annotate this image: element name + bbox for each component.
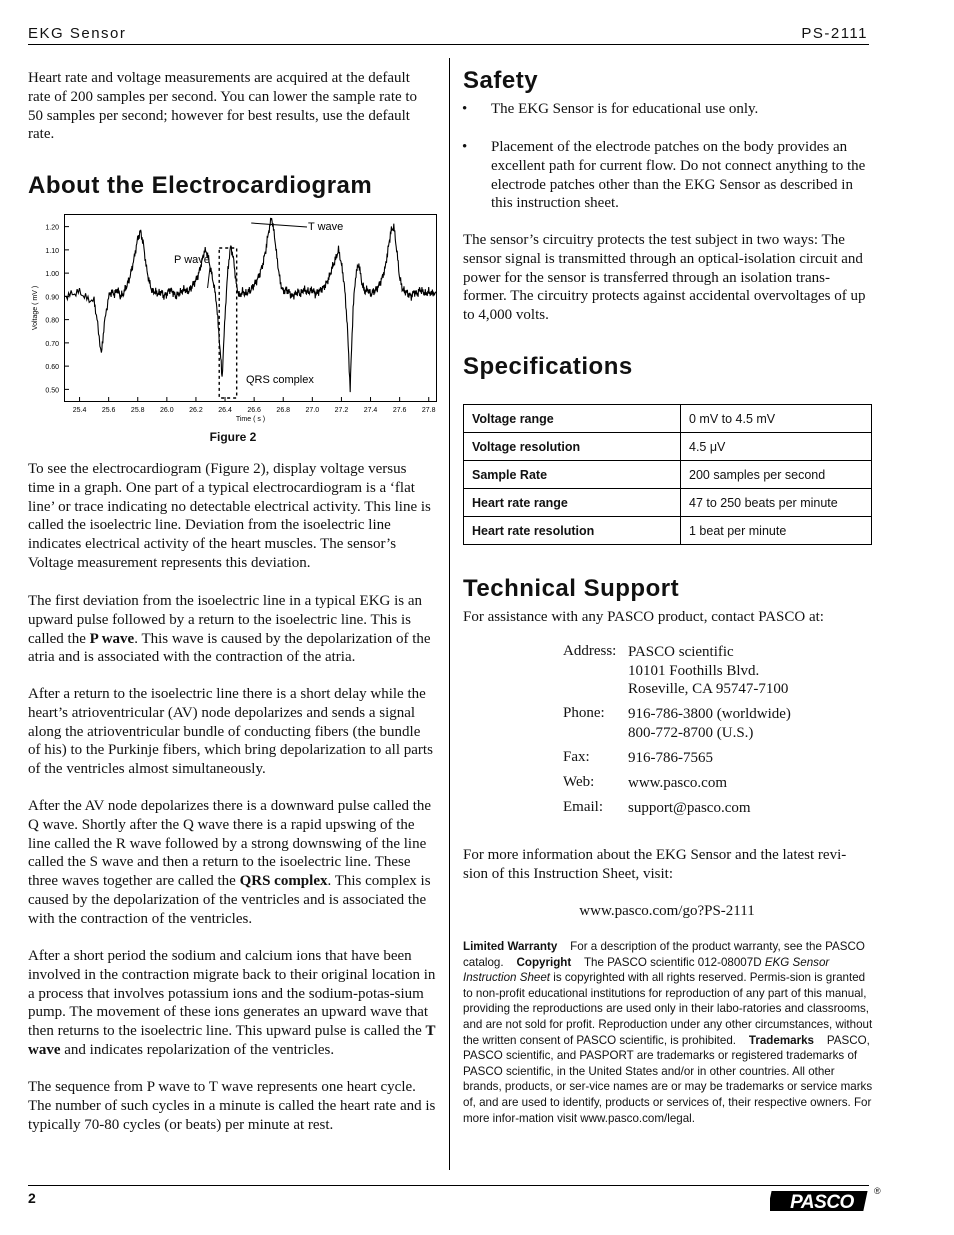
paragraph-qrs (28, 797, 436, 929)
warranty-title: Limited Warranty (463, 940, 558, 953)
figure-caption: Figure 2 (209, 430, 257, 444)
email-label: Email: (563, 799, 603, 815)
y-tick-label: 0.50 (45, 387, 59, 395)
email-link[interactable]: support@pasco.com (628, 800, 751, 816)
annotation-t-wave: T wave (308, 221, 344, 233)
intro-paragraph: Heart rate and voltage measurements are acquired at the default rate of 200 samples per second. You can lower the sample rate to 50 samples per second; however for best results, use the default rate. (28, 70, 418, 143)
address-label: Address: (563, 643, 617, 659)
term-t-wave: T wave (28, 1023, 436, 1058)
x-tick-label: 26.6 (247, 407, 261, 414)
legal-notice (463, 939, 873, 1126)
spec-label: Voltage range (464, 405, 681, 433)
phone-line: 800-772-8700 (U.S.) (628, 724, 754, 741)
y-tick-label: 1.10 (45, 247, 59, 255)
warranty-text: For a description of the product warranty, see the PASCO catalog. (463, 940, 865, 969)
x-axis-label: Time ( s ) (235, 416, 266, 423)
text-run: . This complex is caused by the depolarization of the ventricles and is associated the with the contraction of the ventricles. (28, 873, 431, 927)
text-run: The first deviation from the isoelectric line in a typical EKG is an upward pulse followed by a return to the isoelectric line. This is called the (28, 593, 423, 647)
x-tick-label: 25.6 (101, 407, 116, 414)
bullet-text: The EKG Sensor is for educational use only. (491, 101, 759, 117)
logo-text: PASCO (790, 1192, 854, 1213)
address-line: PASCO scientific (628, 644, 734, 660)
term-qrs-complex: QRS complex (239, 873, 328, 890)
annotation-qrs-complex: QRS complex (246, 374, 314, 386)
y-tick-label: 1.20 (45, 224, 59, 232)
table-row (464, 461, 872, 489)
pasco-logo (770, 1189, 870, 1219)
x-tick-label: 26.0 (160, 407, 174, 414)
safety-bullet-1 (462, 100, 867, 120)
x-tick-label: 27.0 (305, 407, 320, 414)
x-tick-label: 27.6 (392, 407, 407, 414)
manual-title: EKG Sensor Instruction Sheet (463, 955, 830, 985)
phone-value (628, 705, 791, 742)
phone-line: 916-786-3800 (worldwide) (628, 706, 791, 722)
text-run: After the AV node depolarizes there is a downward pulse called the Q wave. Shortly after the Q wave there is a rapid upswing of the line called the R wave followed by a strong downswing of the line called the S wave and then a return to the isoelectric line. These three waves together are called the (28, 798, 432, 890)
copyright-text: is copyrighted with all rights reserved. Permis-sion is granted to non-profit educational institutions for reproduction of any part of this manual, providing the reproductions are used only in their labo-ratories and classrooms, and are not sold for profit. Reproduction under any other circumstances, without the written consent of PASCO scientific, is prohibited. (463, 971, 873, 1047)
x-tick-label: 25.4 (72, 407, 87, 414)
annotation-leader (251, 223, 307, 227)
spec-label: Heart rate range (464, 489, 681, 517)
table-row (464, 489, 872, 517)
spec-label: Heart rate resolution (464, 517, 681, 545)
spec-value: 0 mV to 4.5 mV (681, 405, 872, 433)
ekg-chart (32, 214, 437, 423)
paragraph-p-wave (28, 592, 436, 667)
spec-label: Voltage resolution (464, 433, 681, 461)
x-tick-label: 27.4 (363, 407, 378, 414)
technical-support-heading: Technical Support (463, 575, 680, 602)
bullet-dot: • (462, 139, 468, 155)
annotation-leader (208, 267, 210, 288)
header-rule (28, 44, 869, 45)
spec-value: 4.5 μV (681, 433, 872, 461)
x-tick-label: 26.8 (276, 407, 291, 414)
page-number: 2 (28, 1190, 36, 1206)
text-run: . This wave is caused by the depolarization of the atria and is associated with the contraction of the atria. (28, 630, 431, 666)
column-divider (449, 58, 450, 1170)
bullet-dot: • (462, 101, 468, 117)
table-row (464, 517, 872, 545)
table-row (464, 405, 872, 433)
specifications-table (463, 404, 872, 545)
copyright-text: The PASCO scientific 012-08007D (583, 955, 765, 969)
spec-value: 1 beat per minute (681, 517, 872, 545)
spec-value: 47 to 250 beats per minute (681, 489, 872, 517)
y-tick-label: 0.80 (45, 317, 59, 325)
copyright-title: Copyright (516, 955, 572, 969)
more-info-paragraph: For more information about the EKG Sensor and the latest revi-sion of this Instruction Sheet, visit: (463, 847, 847, 882)
about-ekg-heading: About the Electrocardiogram (28, 172, 373, 199)
bullet-text: Placement of the electrode patches on the body provides an excellent path for current flow. Do not connect anything to the electrode patches other than the EKG Sensor as described in this instruction sheet. (491, 139, 866, 212)
safety-heading: Safety (463, 67, 539, 94)
more-info-link[interactable]: www.pasco.com/go?PS-2111 (579, 903, 755, 919)
paragraph-isoelectric: To see the electrocardiogram (Figure 2), display voltage versus time in a graph. One part of a typical electrocardiogram is a ‘flat line’ or trace indicating no detectable electrical activity. This line is called the isoelectric line. Deviation from the isoelectric line indicates electrical activity of the heart muscles. The sensor’s Voltage measurement represents this deviation. (28, 461, 431, 571)
text-run: After a short period the sodium and calcium ions that have been involved in the contraction migrate back to their original location in a process that involves potassium ions and the sodium-potas-sium pump. The movement of these ions generates an upward wave that then returns to the isoelectric line. This upward pulse is called the (28, 948, 436, 1040)
x-tick-label: 27.8 (421, 407, 436, 414)
address-line: Roseville, CA 95747-7100 (628, 681, 789, 698)
web-link[interactable]: www.pasco.com (628, 775, 728, 791)
table-row (464, 433, 872, 461)
fax-label: Fax: (563, 749, 590, 765)
safety-paragraph: The sensor’s circuitry protects the test subject in two ways: The sensor signal is transmitted through an optical-isolation circuit and power for the sensor is transferred through an isolation trans-former. The circuitry protects against accidental overvoltages of up to 4,000 volts. (463, 232, 866, 324)
y-tick-label: 0.90 (45, 294, 59, 302)
address-line: 10101 Foothills Blvd. (628, 662, 760, 679)
y-tick-label: 0.60 (45, 364, 59, 372)
paragraph-heart-cycle: The sequence from P wave to T wave represents one heart cycle. The number of such cycles in a minute is called the heart rate and is typically 70-80 cycles (or beats) per minute at rest. (28, 1079, 436, 1133)
header-part-number: PS-2111 (801, 25, 868, 42)
address-value (628, 643, 788, 699)
x-tick-label: 27.2 (334, 407, 349, 414)
y-tick-label: 1.00 (45, 271, 59, 279)
trademarks-text: PASCO, PASCO scientific, and PASPORT are trademarks or registered trademarks of PASCO scientific, in the United States and/or in other countries. All other brands, products, or ser-vice names are or may be trademarks or service marks of, and are used to identify, products or services of, their respective owners. For more infor-mation visit www.pasco.com/legal. (463, 1033, 873, 1125)
fax-value: 916-786-7565 (628, 750, 713, 766)
paragraph-t-wave (28, 947, 436, 1060)
annotation-p-wave: P wave (174, 254, 210, 266)
header-title: EKG Sensor (28, 25, 127, 42)
y-tick-label: 0.70 (45, 340, 59, 348)
safety-bullet-2 (462, 138, 867, 218)
pasco-logo-mark (770, 1189, 870, 1213)
x-tick-label: 26.2 (189, 407, 203, 414)
paragraph-av-node: After a return to the isoelectric line there is a short delay while the heart’s atrioventricular (AV) node depolarizes and sends a signal along the atrioventricular bundle of conducting fibers (the bundle of his) to the Purkinje fibers, which bring depolarization to all parts of the ventricles almost simultaneously. (28, 686, 433, 778)
web-label: Web: (563, 774, 595, 790)
ekg-chart-svg (32, 215, 436, 423)
text-run: and indicates repolarization of the ventricles. (60, 1041, 335, 1058)
support-intro: For assistance with any PASCO product, contact PASCO at: (463, 609, 824, 625)
term-p-wave: P wave (89, 630, 135, 647)
ekg-trace (65, 218, 436, 392)
footer-rule (28, 1185, 869, 1186)
specifications-heading: Specifications (463, 353, 633, 380)
registered-mark: ® (874, 1186, 881, 1196)
spec-value: 200 samples per second (681, 461, 872, 489)
spec-label: Sample Rate (464, 461, 681, 489)
y-axis-label: Voltage ( mV ) (32, 285, 39, 331)
phone-label: Phone: (563, 705, 605, 721)
trademarks-title: Trademarks (748, 1033, 815, 1047)
x-tick-label: 25.8 (130, 407, 145, 414)
x-tick-label: 26.4 (218, 407, 232, 414)
